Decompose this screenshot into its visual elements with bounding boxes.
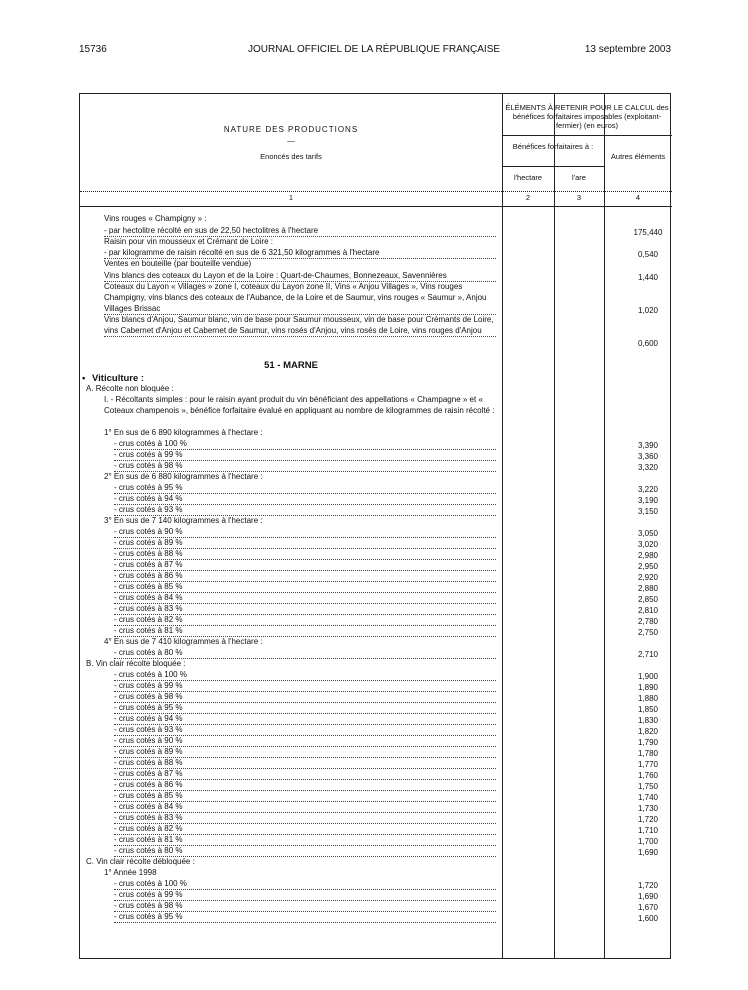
table-row-label: - crus cotés à 82 % [114,823,496,835]
table-row-label: - crus cotés à 93 % [114,724,496,736]
table-row-label: - crus cotés à 81 % [114,625,496,637]
table-row-label: - crus cotés à 87 % [114,768,496,780]
table-row-label: Coteaux du Layon « Villages » zone I, coteaux du Layon zone II, Vins « Anjou Villages », Vins rouges Champigny, vins blancs des coteaux de l'Aubance, de la Loire et de Saumur, vins rouges « Saumur », Anjou Villages Brissac [104,281,496,315]
table-row-value: 1,690 [637,848,659,857]
table-row-label: - crus cotés à 89 % [114,537,496,549]
tariff-table [79,93,671,959]
table-row-value: 2,950 [637,562,659,571]
table-row-label: - crus cotés à 94 % [114,713,496,725]
table-row-value: 2,980 [637,551,659,560]
table-row-label: - crus cotés à 98 % [114,900,496,912]
section-title: 51 - MARNE [264,360,318,371]
table-row-label: - crus cotés à 99 % [114,889,496,901]
table-row-label: - crus cotés à 83 % [114,812,496,824]
table-row-value: 1,720 [637,881,659,890]
table-row-label: - crus cotés à 80 % [114,845,496,857]
table-row-value: 1,720 [637,815,659,824]
table-row-label: - par kilogramme de raisin récolté en sus de 6 321,50 kilogrammes à l'hectare [104,247,496,259]
table-row-label: - crus cotés à 95 % [114,911,496,923]
table-row-value: 3,360 [637,452,659,461]
table-row-label: - crus cotés à 87 % [114,559,496,571]
header-rule-benefices [502,166,604,167]
table-row-value: 1,700 [637,837,659,846]
table-row-value: 2,880 [637,584,659,593]
table-row-label: Vins rouges « Champigny » : [104,214,207,223]
table-row-label: - crus cotés à 86 % [114,779,496,791]
table-row-label: - crus cotés à 85 % [114,581,496,593]
table-row-label: - crus cotés à 99 % [114,680,496,692]
table-row-value: 1,020 [637,306,659,315]
table-row-label: Ventes en bouteille (par bouteille vendue) [104,259,252,268]
table-row-label: C. Vin clair récolte débloquée : [86,857,195,866]
table-row-value: 1,710 [637,826,659,835]
table-row-label: 1° En sus de 6 890 kilogrammes à l'hectare : [104,428,263,437]
table-row-value: 2,750 [637,628,659,637]
benefices-heading: Bénéfices forfaitaires à : [512,142,594,151]
table-row-label: - crus cotés à 98 % [114,460,496,472]
table-row-value: 3,190 [637,496,659,505]
table-row-value: 1,690 [637,892,659,901]
table-row-label: Vins blancs d'Anjou, Saumur blanc, vin de base pour Saumur mousseux, vin de base pour Crémants de Loire, vins Cabernet d'Anjou et Cabernet de Saumur, vins rosés d'Anjou, vins rosés de Loire, vins rouges d'Anjou [104,314,496,337]
col-number-2: 2 [525,193,531,202]
table-row-label: 1° Année 1998 [104,868,157,877]
table-row-value: 1,820 [637,727,659,736]
are-heading: l'are [572,173,586,182]
table-row-label: Raisin pour vin mousseux et Crémant de Loire : [104,237,273,246]
table-row-value: 1,850 [637,705,659,714]
table-row-label: - crus cotés à 100 % [114,878,496,890]
elements-heading: ÉLÉMENTS À RETENIR POUR LE CALCUL des bénéfices forfaitaires imposables (exploitant-fermier) (en euros) [505,103,669,130]
table-row-label: 3° En sus de 7 140 kilogrammes à l'hectare : [104,516,263,525]
table-row-value: 1,830 [637,716,659,725]
nature-heading: NATURE DES PRODUCTIONS [223,125,359,134]
table-row-value: 2,850 [637,595,659,604]
table-row-label: - crus cotés à 81 % [114,834,496,846]
table-row-value: 1,440 [637,273,659,282]
table-row-label: - crus cotés à 85 % [114,790,496,802]
table-row-label: - crus cotés à 88 % [114,757,496,769]
table-row-label: - crus cotés à 88 % [114,548,496,560]
header-bottom-rule [80,206,672,207]
table-row-value: 3,320 [637,463,659,472]
table-row-label: - crus cotés à 99 % [114,449,496,461]
table-row-label: - crus cotés à 90 % [114,735,496,747]
col-divider-1 [502,94,503,958]
issue-date: 13 septembre 2003 [584,44,671,55]
table-row-value: 2,920 [637,573,659,582]
table-row-label: I. - Récoltants simples : pour le raisin ayant produit du vin bénéficiant des appellations « Champagne » et « Coteaux champenois », bénéfice forfaitaire évalué en appliquant au nombre de kilogrammes de raisin récolté : [104,395,495,415]
table-row-value: 1,890 [637,683,659,692]
table-row-value: 0,600 [637,339,659,348]
table-row-label: B. Vin clair récolte bloquée : [86,659,186,668]
table-row-value: 1,790 [637,738,659,747]
table-row-label: - crus cotés à 84 % [114,592,496,604]
table-row-label: A. Récolte non bloquée : [86,384,174,393]
table-row-value: 2,810 [637,606,659,615]
table-row-value: 3,390 [637,441,659,450]
enonces-heading: Enoncés des tarifs [260,152,322,161]
table-row-value: 1,760 [637,771,659,780]
table-row-label: - crus cotés à 83 % [114,603,496,615]
table-row-label: 4° En sus de 7 410 kilogrammes à l'hectare : [104,637,263,646]
table-row-label: - crus cotés à 90 % [114,526,496,538]
bullet-icon: • [82,373,86,384]
col-number-4: 4 [635,193,641,202]
col-divider-2 [554,94,555,958]
table-row-value: 2,710 [637,650,659,659]
autres-heading: Autres éléments [610,152,666,161]
table-row-value: 1,600 [637,914,659,923]
journal-title: JOURNAL OFFICIEL DE LA RÉPUBLIQUE FRANÇAISE [247,44,501,55]
heading-dash: — [287,136,295,145]
col-number-3: 3 [576,193,582,202]
table-row-value: 1,730 [637,804,659,813]
table-row-label: - crus cotés à 86 % [114,570,496,582]
table-row-label: - par hectolitre récolté en sus de 22,50 hectolitres à l'hectare [104,225,496,237]
table-row-value: 1,750 [637,782,659,791]
section-subtitle: Viticulture : [92,373,145,384]
table-row-value: 2,780 [637,617,659,626]
table-row-label: - crus cotés à 89 % [114,746,496,758]
table-row-label: 2° En sus de 6 880 kilogrammes à l'hectare : [104,472,263,481]
table-row-value: 0,540 [637,250,659,259]
table-row-label: - crus cotés à 82 % [114,614,496,626]
table-row-label: - crus cotés à 100 % [114,438,496,450]
col-number-1: 1 [288,193,294,202]
table-row-value: 1,780 [637,749,659,758]
table-row-label: - crus cotés à 93 % [114,504,496,516]
table-row-label: Vins blancs des coteaux du Layon et de la Loire : Quart-de-Chaumes, Bonnezeaux, Savennières [104,270,496,282]
header-rule-numbers [80,191,672,192]
table-row-value: 3,020 [637,540,659,549]
table-row-value: 175,440 [633,228,663,237]
table-row-label: - crus cotés à 94 % [114,493,496,505]
header-rule-elements [502,135,672,136]
table-row-label: - crus cotés à 98 % [114,691,496,703]
table-row-label: - crus cotés à 80 % [114,647,496,659]
table-row-label: - crus cotés à 84 % [114,801,496,813]
table-row-value: 1,900 [637,672,659,681]
table-row-value: 1,670 [637,903,659,912]
table-row-value: 1,740 [637,793,659,802]
table-row-value: 3,220 [637,485,659,494]
table-row-value: 1,880 [637,694,659,703]
page-number: 15736 [79,44,107,55]
table-row-label: - crus cotés à 95 % [114,702,496,714]
table-row-label: - crus cotés à 95 % [114,482,496,494]
table-row-label: - crus cotés à 100 % [114,669,496,681]
table-row-value: 3,050 [637,529,659,538]
col-divider-3 [604,94,605,958]
table-row-value: 1,770 [637,760,659,769]
table-row-value: 3,150 [637,507,659,516]
hectare-heading: l'hectare [513,173,543,182]
